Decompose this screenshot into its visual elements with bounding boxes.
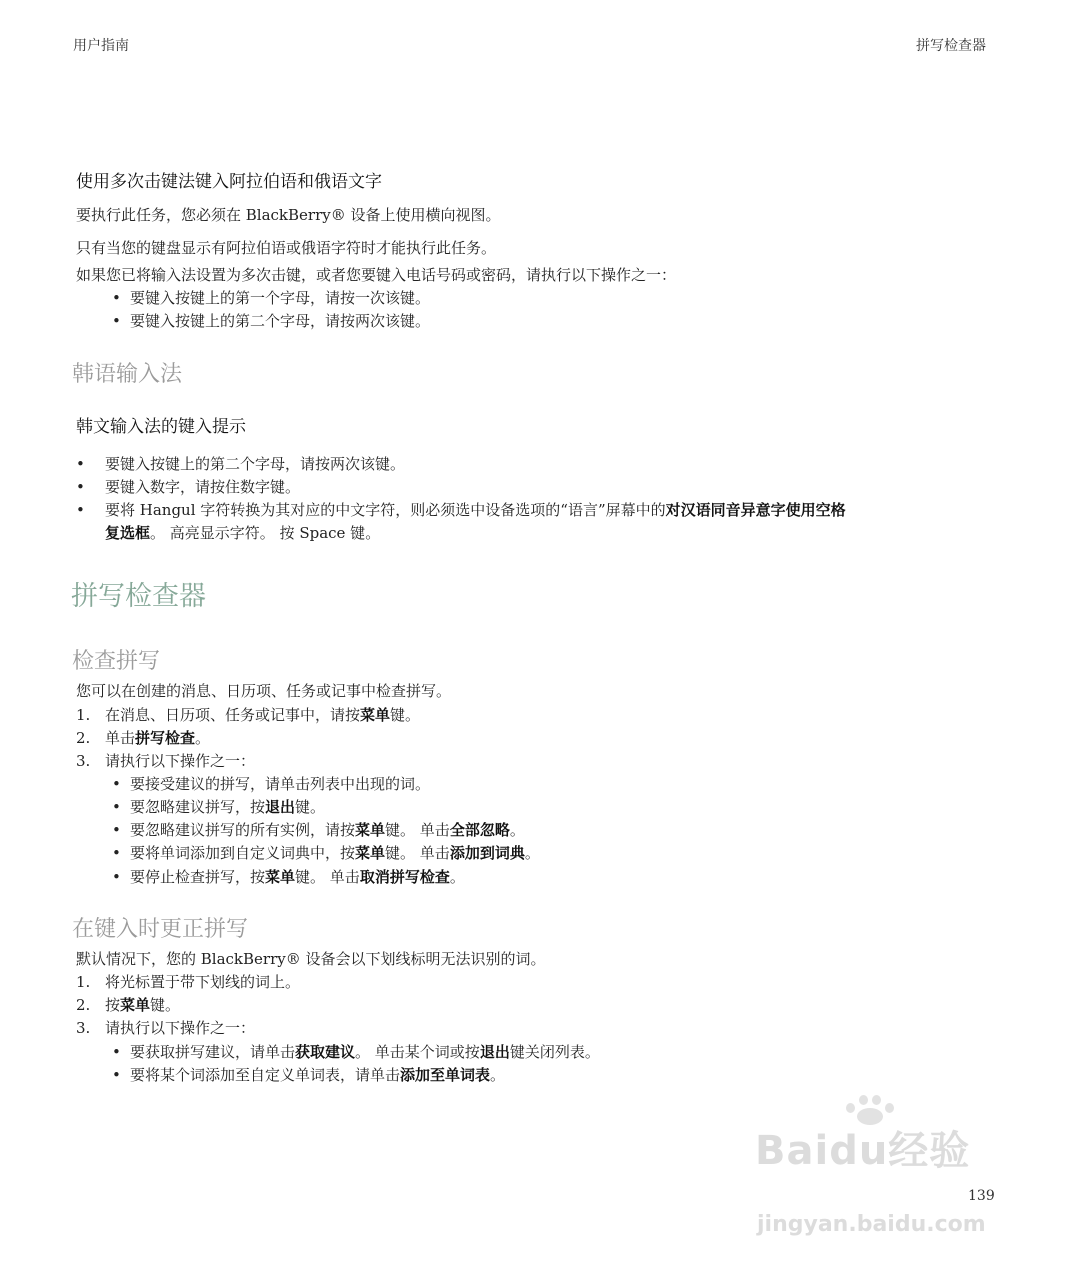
list-item [130,797,325,817]
header-left: 用户指南 [73,38,129,54]
section-title: 使用多次击键法键入阿拉伯语和俄语文字 [76,172,382,192]
step-number: 1. [76,973,91,991]
bullet: • [112,798,121,816]
ui-term: 菜单 [355,844,386,862]
paragraph: 如果您已将输入法设置为多次击键，或者您要键入电话号码或密码，请执行以下操作之一： [76,266,677,284]
text: 键。 [295,798,326,816]
ui-term: 退出 [265,798,296,816]
paragraph: 只有当您的键盘显示有阿拉伯语或俄语字符时才能执行此任务。 [76,239,497,257]
paw-icon [840,1095,900,1125]
text: 键。 [390,706,421,724]
ui-term: 拼写检查 [135,729,196,747]
text: 。 [509,821,525,839]
list-item: 要键入按键上的第二个字母，请按两次该键。 [105,455,406,473]
bullet: • [112,775,121,793]
list-item: 要键入按键上的第一个字母，请按一次该键。 [130,289,431,307]
text: 键。 单击 [295,868,360,886]
text: 。 单击某个词或按 [355,1043,480,1061]
text: 。 [490,1066,506,1084]
text: 。 高亮显示字符。 按 Space 键。 [150,524,381,542]
list-item: 要键入按键上的第二个字母，请按两次该键。 [130,312,431,330]
text: 要获取拼写建议，请单击 [130,1043,296,1061]
text: 要停止检查拼写，按 [130,868,266,886]
text: 单击 [105,729,136,747]
bullet: • [76,478,85,496]
watermark-logo: Baidu经验 [755,1128,971,1174]
bullet: • [112,1066,121,1084]
step: 将光标置于带下划线的词上。 [105,973,301,991]
list-item [130,1042,600,1062]
list-item-cont [105,523,380,543]
bullet: • [112,868,121,886]
paragraph: 要执行此任务，您必须在 BlackBerry® 设备上使用横向视图。 [76,206,501,224]
paragraph: 默认情况下，您的 BlackBerry® 设备会以下划线标明无法识别的词。 [76,950,546,968]
step: 请执行以下操作之一： [105,1019,256,1037]
ui-term: 取消拼写检查 [359,868,450,886]
list-item [130,820,525,840]
header-right: 拼写检查器 [916,38,986,54]
watermark-url: jingyan.baidu.com [757,1212,986,1237]
ui-term: 菜单 [355,821,386,839]
text: 按 [105,996,121,1014]
ui-term: 菜单 [360,706,391,724]
bullet: • [112,1043,121,1061]
bullet: • [112,289,121,307]
bullet: • [112,821,121,839]
section-heading: 检查拼写 [72,649,161,674]
list-item [105,500,846,520]
step: 请执行以下操作之一： [105,752,256,770]
ui-term: 菜单 [120,996,151,1014]
ui-term: 添加至单词表 [400,1066,491,1084]
section-title: 韩文输入法的键入提示 [76,417,246,437]
text: 要将单词添加到自定义词典中，按 [130,844,356,862]
step-number: 1. [76,706,91,724]
list-item: 要接受建议的拼写，请单击列表中出现的词。 [130,775,431,793]
ui-term: 全部忽略 [449,821,510,839]
text: 要将某个词添加至自定义单词表，请单击 [130,1066,401,1084]
text: 要忽略建议拼写，按 [130,798,266,816]
list-item [130,867,465,887]
list-item [130,1065,505,1085]
bullet: • [112,844,121,862]
step [105,728,210,748]
chapter-title: 拼写检查器 [71,581,206,612]
text: 键。 单击 [385,844,450,862]
section-heading: 在键入时更正拼写 [72,917,249,942]
step-number: 2. [76,729,91,747]
text: 。 [195,729,211,747]
text: 键。 单击 [385,821,450,839]
step-number: 3. [76,752,91,770]
baidu-watermark [755,1095,1015,1245]
section-heading: 韩语输入法 [72,362,183,387]
step [105,995,180,1015]
text: 。 [449,868,465,886]
text: 要将 Hangul 字符转换为其对应的中文字符，则必须选中设备选项的“语言”屏幕中的 [105,501,666,519]
step [105,705,420,725]
ui-term: 菜单 [265,868,296,886]
text: 要忽略建议拼写的所有实例，请按 [130,821,356,839]
bullet: • [112,312,121,330]
paragraph: 您可以在创建的消息、日历项、任务或记事中检查拼写。 [76,682,452,700]
list-item: 要键入数字，请按住数字键。 [105,478,301,496]
ui-term: 退出 [479,1043,510,1061]
list-item [130,843,540,863]
step-number: 3. [76,1019,91,1037]
page-number: 139 [968,1188,995,1204]
ui-term: 复选框 [105,524,151,542]
text: 键关闭列表。 [509,1043,600,1061]
ui-term: 添加到词典 [449,844,525,862]
text: 在消息、日历项、任务或记事中，请按 [105,706,361,724]
bullet: • [76,455,85,473]
text: 。 [524,844,540,862]
ui-term: 对汉语同音异意字使用空格 [665,501,846,519]
text: 键。 [150,996,181,1014]
bullet: • [76,501,85,519]
ui-term: 获取建议 [295,1043,356,1061]
step-number: 2. [76,996,91,1014]
